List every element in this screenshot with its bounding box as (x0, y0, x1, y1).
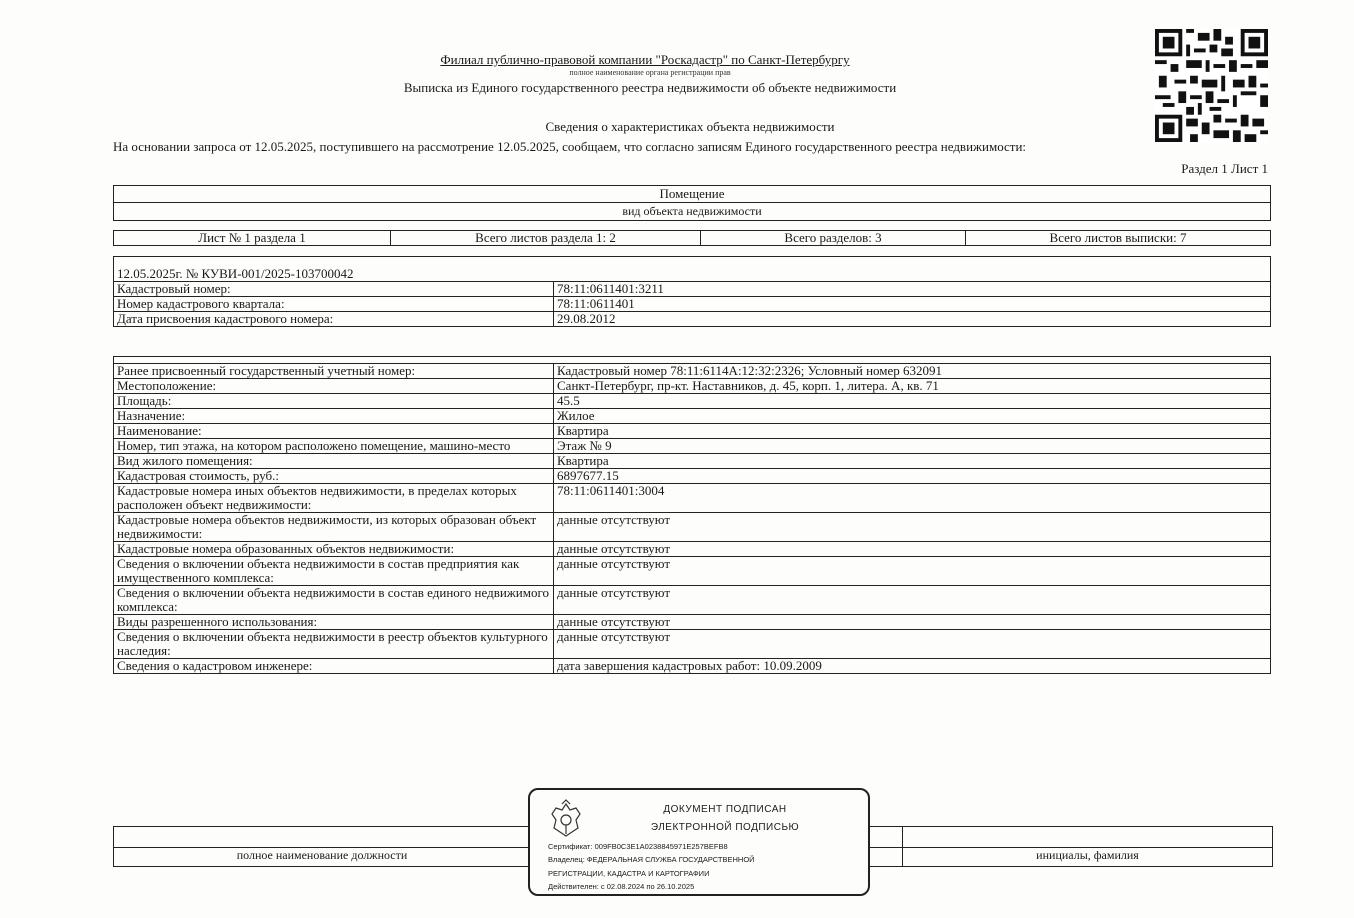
sheet-number: Лист № 1 раздела 1 (114, 231, 391, 246)
section-sheet-label: Раздел 1 Лист 1 (1181, 161, 1268, 176)
detail-value: Этаж № 9 (554, 439, 1271, 454)
detail-label: Кадастровые номера объектов недвижимости, из которых образован объект недвижимости: (114, 513, 554, 542)
stamp-certificate: Сертификат: 009FB0C3E1A0238845971E257BEFB8 (548, 842, 728, 851)
detail-label: Местоположение: (114, 379, 554, 394)
organization-name: Филиал публично-правовой компании "Роскадастр" по Санкт-Петербургу (440, 52, 850, 67)
detail-label: Кадастровые номера иных объектов недвижимости, в пределах которых расположен объект недвижимости: (114, 484, 554, 513)
position-caption: полное наименование должности (114, 848, 531, 867)
detail-label: Назначение: (114, 409, 554, 424)
table-row (114, 586, 1271, 615)
table-row (114, 312, 1271, 327)
initials-caption: инициалы, фамилия (903, 848, 1273, 867)
record-value: 78:11:0611401:3211 (554, 282, 1271, 297)
qr-code-icon (1155, 29, 1268, 142)
table-row (114, 630, 1271, 659)
detail-value: данные отсутствуют (554, 513, 1271, 542)
table-row (114, 542, 1271, 557)
detail-value: 6897677.15 (554, 469, 1271, 484)
table-row (114, 615, 1271, 630)
table-row (114, 659, 1271, 674)
record-value: 29.08.2012 (554, 312, 1271, 327)
request-basis-text: На основании запроса от 12.05.2025, поступившего на рассмотрение 12.05.2025, сообщаем, что согласно записям Единого государственного реестра недвижимости: (113, 139, 1027, 154)
sheets-info-table (113, 230, 1271, 246)
total-sheets-count: Всего листов выписки: 7 (966, 231, 1271, 246)
table-row (114, 282, 1271, 297)
detail-value: Кадастровый номер 78:11:6114А:12:32:2326; Условный номер 632091 (554, 364, 1271, 379)
detail-label: Сведения о включении объекта недвижимости в реестр объектов культурного наследия: (114, 630, 554, 659)
detail-value: дата завершения кадастровых работ: 10.09.2009 (554, 659, 1271, 674)
detail-value: данные отсутствуют (554, 630, 1271, 659)
detail-value: Жилое (554, 409, 1271, 424)
detail-value: данные отсутствуют (554, 615, 1271, 630)
detail-label: Вид жилого помещения: (114, 454, 554, 469)
detail-value: данные отсутствуют (554, 542, 1271, 557)
record-label: Кадастровый номер: (114, 282, 554, 297)
table-row (114, 364, 1271, 379)
details-table (113, 356, 1271, 674)
detail-label: Ранее присвоенный государственный учетный номер: (114, 364, 554, 379)
table-row (114, 513, 1271, 542)
record-label: Номер кадастрового квартала: (114, 297, 554, 312)
table-row (114, 424, 1271, 439)
record-value: 78:11:0611401 (554, 297, 1271, 312)
detail-label: Наименование: (114, 424, 554, 439)
organization-caption: полное наименование органа регистрации прав (569, 68, 731, 77)
table-row (114, 469, 1271, 484)
record-id: 12.05.2025г. № КУВИ-001/2025-103700042 (114, 257, 1271, 282)
sections-count: Всего разделов: 3 (701, 231, 966, 246)
table-row (114, 454, 1271, 469)
detail-value: Квартира (554, 454, 1271, 469)
detail-label: Сведения о кадастровом инженере: (114, 659, 554, 674)
stamp-owner-1: Владелец: ФЕДЕРАЛЬНАЯ СЛУЖБА ГОСУДАРСТВЕННОЙ (548, 855, 755, 864)
object-type-caption: вид объекта недвижимости (622, 204, 762, 218)
table-row (114, 297, 1271, 312)
document-title: Выписка из Единого государственного реестра недвижимости об объекте недвижимости (403, 80, 897, 95)
detail-label: Номер, тип этажа, на котором расположено помещение, машино-место (114, 439, 554, 454)
stamp-validity: Действителен: с 02.08.2024 по 26.10.2025 (548, 882, 695, 891)
stamp-line-2: ЭЛЕКТРОННОЙ ПОДПИСЬЮ (650, 822, 800, 833)
coat-of-arms-icon (544, 798, 588, 842)
detail-value: Квартира (554, 424, 1271, 439)
table-row (114, 379, 1271, 394)
detail-label: Площадь: (114, 394, 554, 409)
electronic-signature-stamp (528, 788, 870, 896)
detail-value: данные отсутствуют (554, 586, 1271, 615)
object-type: Помещение (114, 186, 1270, 203)
detail-value: 45.5 (554, 394, 1271, 409)
table-row (114, 394, 1271, 409)
detail-label: Кадастровая стоимость, руб.: (114, 469, 554, 484)
record-label: Дата присвоения кадастрового номера: (114, 312, 554, 327)
object-type-block (113, 185, 1271, 221)
detail-label: Виды разрешенного использования: (114, 615, 554, 630)
table-row (114, 439, 1271, 454)
stamp-owner-2: РЕГИСТРАЦИИ, КАДАСТРА И КАРТОГРАФИИ (548, 869, 710, 878)
table-row (114, 484, 1271, 513)
stamp-line-1: ДОКУМЕНТ ПОДПИСАН (663, 804, 787, 815)
document-subtitle: Сведения о характеристиках объекта недвижимости (545, 119, 835, 134)
detail-label: Сведения о включении объекта недвижимости в состав предприятия как имущественного комплекса: (114, 557, 554, 586)
record-table (113, 256, 1271, 327)
detail-value: Санкт-Петербург, пр-кт. Наставников, д. 45, корп. 1, литера. А, кв. 71 (554, 379, 1271, 394)
detail-label: Сведения о включении объекта недвижимости в состав единого недвижимого комплекса: (114, 586, 554, 615)
table-row (114, 557, 1271, 586)
detail-label: Кадастровые номера образованных объектов недвижимости: (114, 542, 554, 557)
detail-value: данные отсутствуют (554, 557, 1271, 586)
table-row (114, 409, 1271, 424)
section-sheets-count: Всего листов раздела 1: 2 (391, 231, 701, 246)
detail-value: 78:11:0611401:3004 (554, 484, 1271, 513)
